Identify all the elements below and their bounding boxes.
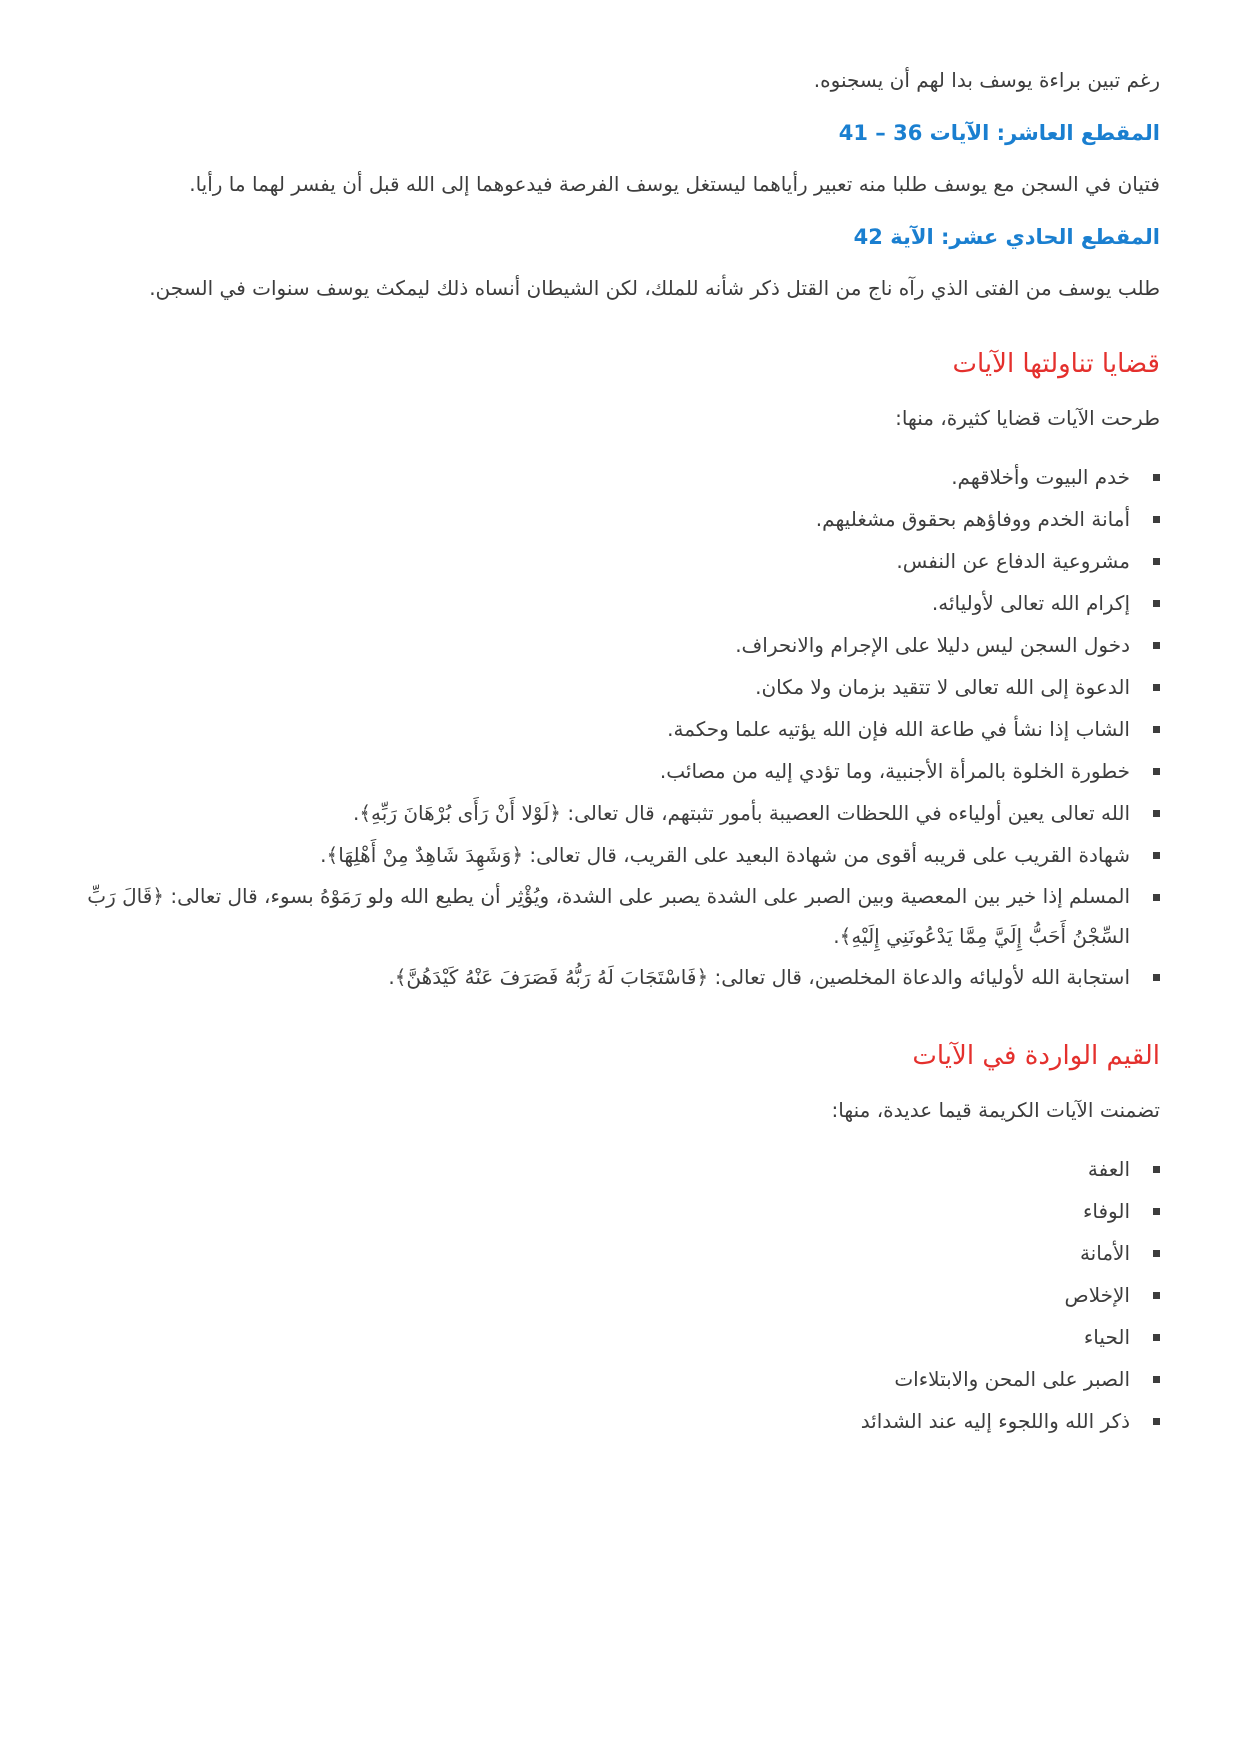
- list-item-text: المسلم إذا خير بين المعصية وبين الصبر على الشدة يصبر على الشدة، ويُؤْثِر أن يطيع الله ولو رَمَوْهُ بسوء، قال تعالى: ﴿قَالَ رَبِّ السِّجْنُ أَحَبُّ إِلَيَّ مِمَّا يَدْعُونَنِي إِلَيْهِ﴾.: [87, 884, 1130, 948]
- list-item-text: الأمانة: [1079, 1241, 1130, 1265]
- list-item: [82, 834, 1160, 876]
- values-section-title: القيم الواردة في الآيات: [912, 1041, 1160, 1071]
- list-item: [82, 582, 1160, 624]
- square-bullet-icon: [1153, 974, 1160, 981]
- list-item-text: العفة: [1087, 1157, 1130, 1181]
- issues-intro: طرحت الآيات قضايا كثيرة، منها:: [895, 406, 1160, 430]
- square-bullet-icon: [1153, 726, 1160, 733]
- issues-list: [82, 456, 1160, 998]
- list-item-text: الله تعالى يعين أولياءه في اللحظات العصيبة بأمور تثبتهم، قال تعالى: ﴿لَوْلا أَنْ رَأَى بُرْهَانَ رَبِّهِ﴾.: [352, 801, 1130, 825]
- square-bullet-icon: [1153, 852, 1160, 859]
- list-item: [82, 1148, 1160, 1190]
- list-item: [82, 1358, 1160, 1400]
- list-item: [82, 624, 1160, 666]
- segment-10-heading: المقطع العاشر: الآيات 36 – 41: [838, 121, 1160, 145]
- square-bullet-icon: [1153, 1250, 1160, 1257]
- list-item: [82, 876, 1160, 956]
- square-bullet-icon: [1153, 1376, 1160, 1383]
- square-bullet-icon: [1153, 1334, 1160, 1341]
- segment-11-text: طلب يوسف من الفتى الذي رآه ناج من القتل ذكر شأنه للملك، لكن الشيطان أنساه ذلك ليمكث يوسف سنوات في السجن.: [149, 276, 1160, 300]
- list-item-text: الوفاء: [1082, 1199, 1130, 1223]
- list-item: [82, 1400, 1160, 1442]
- list-item: [82, 1190, 1160, 1232]
- square-bullet-icon: [1153, 768, 1160, 775]
- values-list: [82, 1148, 1160, 1442]
- list-item: [82, 498, 1160, 540]
- list-item-text: دخول السجن ليس دليلا على الإجرام والانحراف.: [735, 633, 1130, 657]
- list-item: [82, 750, 1160, 792]
- list-item-text: الصبر على المحن والابتلاءات: [894, 1367, 1130, 1391]
- list-item-text: الحياء: [1083, 1325, 1130, 1349]
- square-bullet-icon: [1153, 474, 1160, 481]
- square-bullet-icon: [1153, 1166, 1160, 1173]
- list-item-text: أمانة الخدم ووفاؤهم بحقوق مشغليهم.: [815, 507, 1130, 531]
- square-bullet-icon: [1153, 516, 1160, 523]
- list-item: [82, 1316, 1160, 1358]
- segment-10-text: فتيان في السجن مع يوسف طلبا منه تعبير رأياهما ليستغل يوسف الفرصة فيدعوهما إلى الله قبل أن يفسر لهما ما رأيا.: [189, 172, 1160, 196]
- square-bullet-icon: [1153, 810, 1160, 817]
- list-item-text: خطورة الخلوة بالمرأة الأجنبية، وما تؤدي إليه من مصائب.: [659, 759, 1130, 783]
- list-item: [82, 456, 1160, 498]
- square-bullet-icon: [1153, 600, 1160, 607]
- list-item: [82, 1274, 1160, 1316]
- square-bullet-icon: [1153, 684, 1160, 691]
- list-item-text: شهادة القريب على قريبه أقوى من شهادة البعيد على القريب، قال تعالى: ﴿وَشَهِدَ شَاهِدٌ مِنْ أَهْلِهَا﴾.: [320, 843, 1130, 867]
- values-intro: تضمنت الآيات الكريمة قيما عديدة، منها:: [831, 1098, 1160, 1122]
- list-item-text: ذكر الله واللجوء إليه عند الشدائد: [860, 1409, 1130, 1433]
- segment-11-heading: المقطع الحادي عشر: الآية 42: [853, 225, 1160, 249]
- list-item-text: الدعوة إلى الله تعالى لا تتقيد بزمان ولا مكان.: [755, 675, 1130, 699]
- square-bullet-icon: [1153, 1292, 1160, 1299]
- list-item-text: استجابة الله لأوليائه والدعاة المخلصين، قال تعالى: ﴿فَاسْتَجَابَ لَهُ رَبُّهُ فَصَرَفَ عَنْهُ كَيْدَهُنَّ﴾.: [388, 965, 1130, 989]
- issues-section-title: قضايا تناولتها الآيات: [952, 349, 1160, 379]
- square-bullet-icon: [1153, 1418, 1160, 1425]
- list-item-text: الشاب إذا نشأ في طاعة الله فإن الله يؤتيه علما وحكمة.: [667, 717, 1130, 741]
- list-item: [82, 666, 1160, 708]
- list-item-text: خدم البيوت وأخلاقهم.: [951, 465, 1130, 489]
- list-item: [82, 540, 1160, 582]
- list-item-text: الإخلاص: [1064, 1283, 1130, 1307]
- square-bullet-icon: [1153, 894, 1160, 901]
- list-item: [82, 792, 1160, 834]
- square-bullet-icon: [1153, 642, 1160, 649]
- list-item: [82, 708, 1160, 750]
- square-bullet-icon: [1153, 558, 1160, 565]
- list-item-text: إكرام الله تعالى لأوليائه.: [931, 591, 1130, 615]
- list-item: [82, 956, 1160, 998]
- list-item-text: مشروعية الدفاع عن النفس.: [896, 549, 1130, 573]
- list-item: [82, 1232, 1160, 1274]
- square-bullet-icon: [1153, 1208, 1160, 1215]
- intro-line: رغم تبين براءة يوسف بدا لهم أن يسجنوه.: [813, 68, 1160, 92]
